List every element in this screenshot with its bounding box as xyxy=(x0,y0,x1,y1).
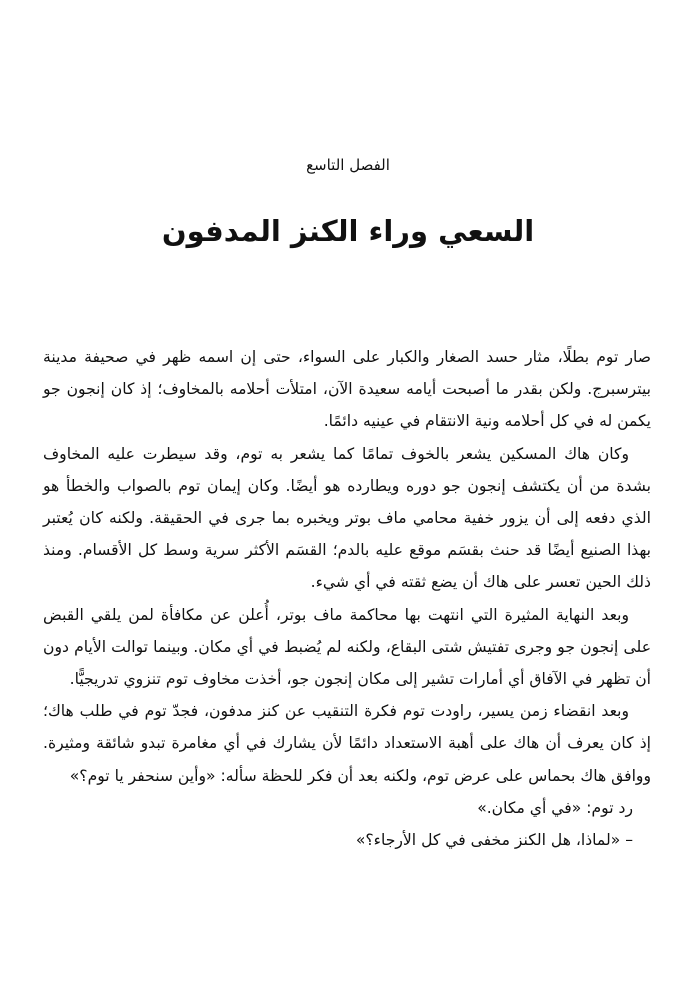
chapter-body xyxy=(43,341,651,856)
chapter-title: السعي وراء الكنز المدفون xyxy=(161,214,535,248)
dialogue-line-1: رد توم: «في أي مكان.» xyxy=(477,798,633,817)
paragraph-1: صار توم بطلًا، مثار حسد الصغار والكبار على السواء، حتى إن اسمه ظهر في صحيفة مدينة بيترسبرج. ولكن بقدر ما أصبحت أيامه سعيدة الآن، امتلأت أحلامه بالمخاوف؛ إذ كان إنجون جو يكمن له في كل أحلامه ونية الانتقام في عينيه دائمًا. xyxy=(43,348,651,431)
paragraph-2: وكان هاك المسكين يشعر بالخوف تمامًا كما يشعر به توم، وقد سيطرت عليه المخاوف بشدة من أن يكتشف إنجون جو دوره ويطارده هو أيضًا. وكان إيمان توم بالصواب والخطأ هو الذي دفعه إلى أن يزور خفية محامي ماف بوتر ويخبره بما جرى في الحقيقة. ولكنه كان يُعتبر بهذا الصنيع أيضًا قد حنث بقسَم موقع عليه بالدم؛ القسَم الأكثر سرية وسط كل الأقسام. ومنذ ذلك الحين تعسر على هاك أن يضع ثقته في أي شيء. xyxy=(43,444,651,592)
paragraph-4: وبعد انقضاء زمن يسير، راودت توم فكرة التنقيب عن كنز مدفون، فجدّ توم في طلب هاك؛ إذ كان يعرف أن هاك على أهبة الاستعداد دائمًا لأن يشارك في أي مغامرة تبدو شائقة ومثيرة. ووافق هاك بحماس على عرض توم، ولكنه بعد أن فكر للحظة سأله: «وأين سنحفر يا توم؟» xyxy=(43,702,651,785)
dialogue-line-2: – «لماذا، هل الكنز مخفى في كل الأرجاء؟» xyxy=(355,831,633,850)
chapter-label: الفصل التاسع xyxy=(306,156,390,174)
paragraph-3: وبعد النهاية المثيرة التي انتهت بها محاكمة ماف بوتر، أُعلن عن مكافأة لمن يلقي القبض على إنجون جو وجرى تفتيش شتى البقاع، ولكنه لم يُضبط في أي مكان. وبينما توالت الأيام دون أن تظهر في الآفاق أي أمارات تشير إلى مكان إنجون جو، أخذت مخاوف توم تنزوي تدريجيًّا. xyxy=(43,605,651,689)
